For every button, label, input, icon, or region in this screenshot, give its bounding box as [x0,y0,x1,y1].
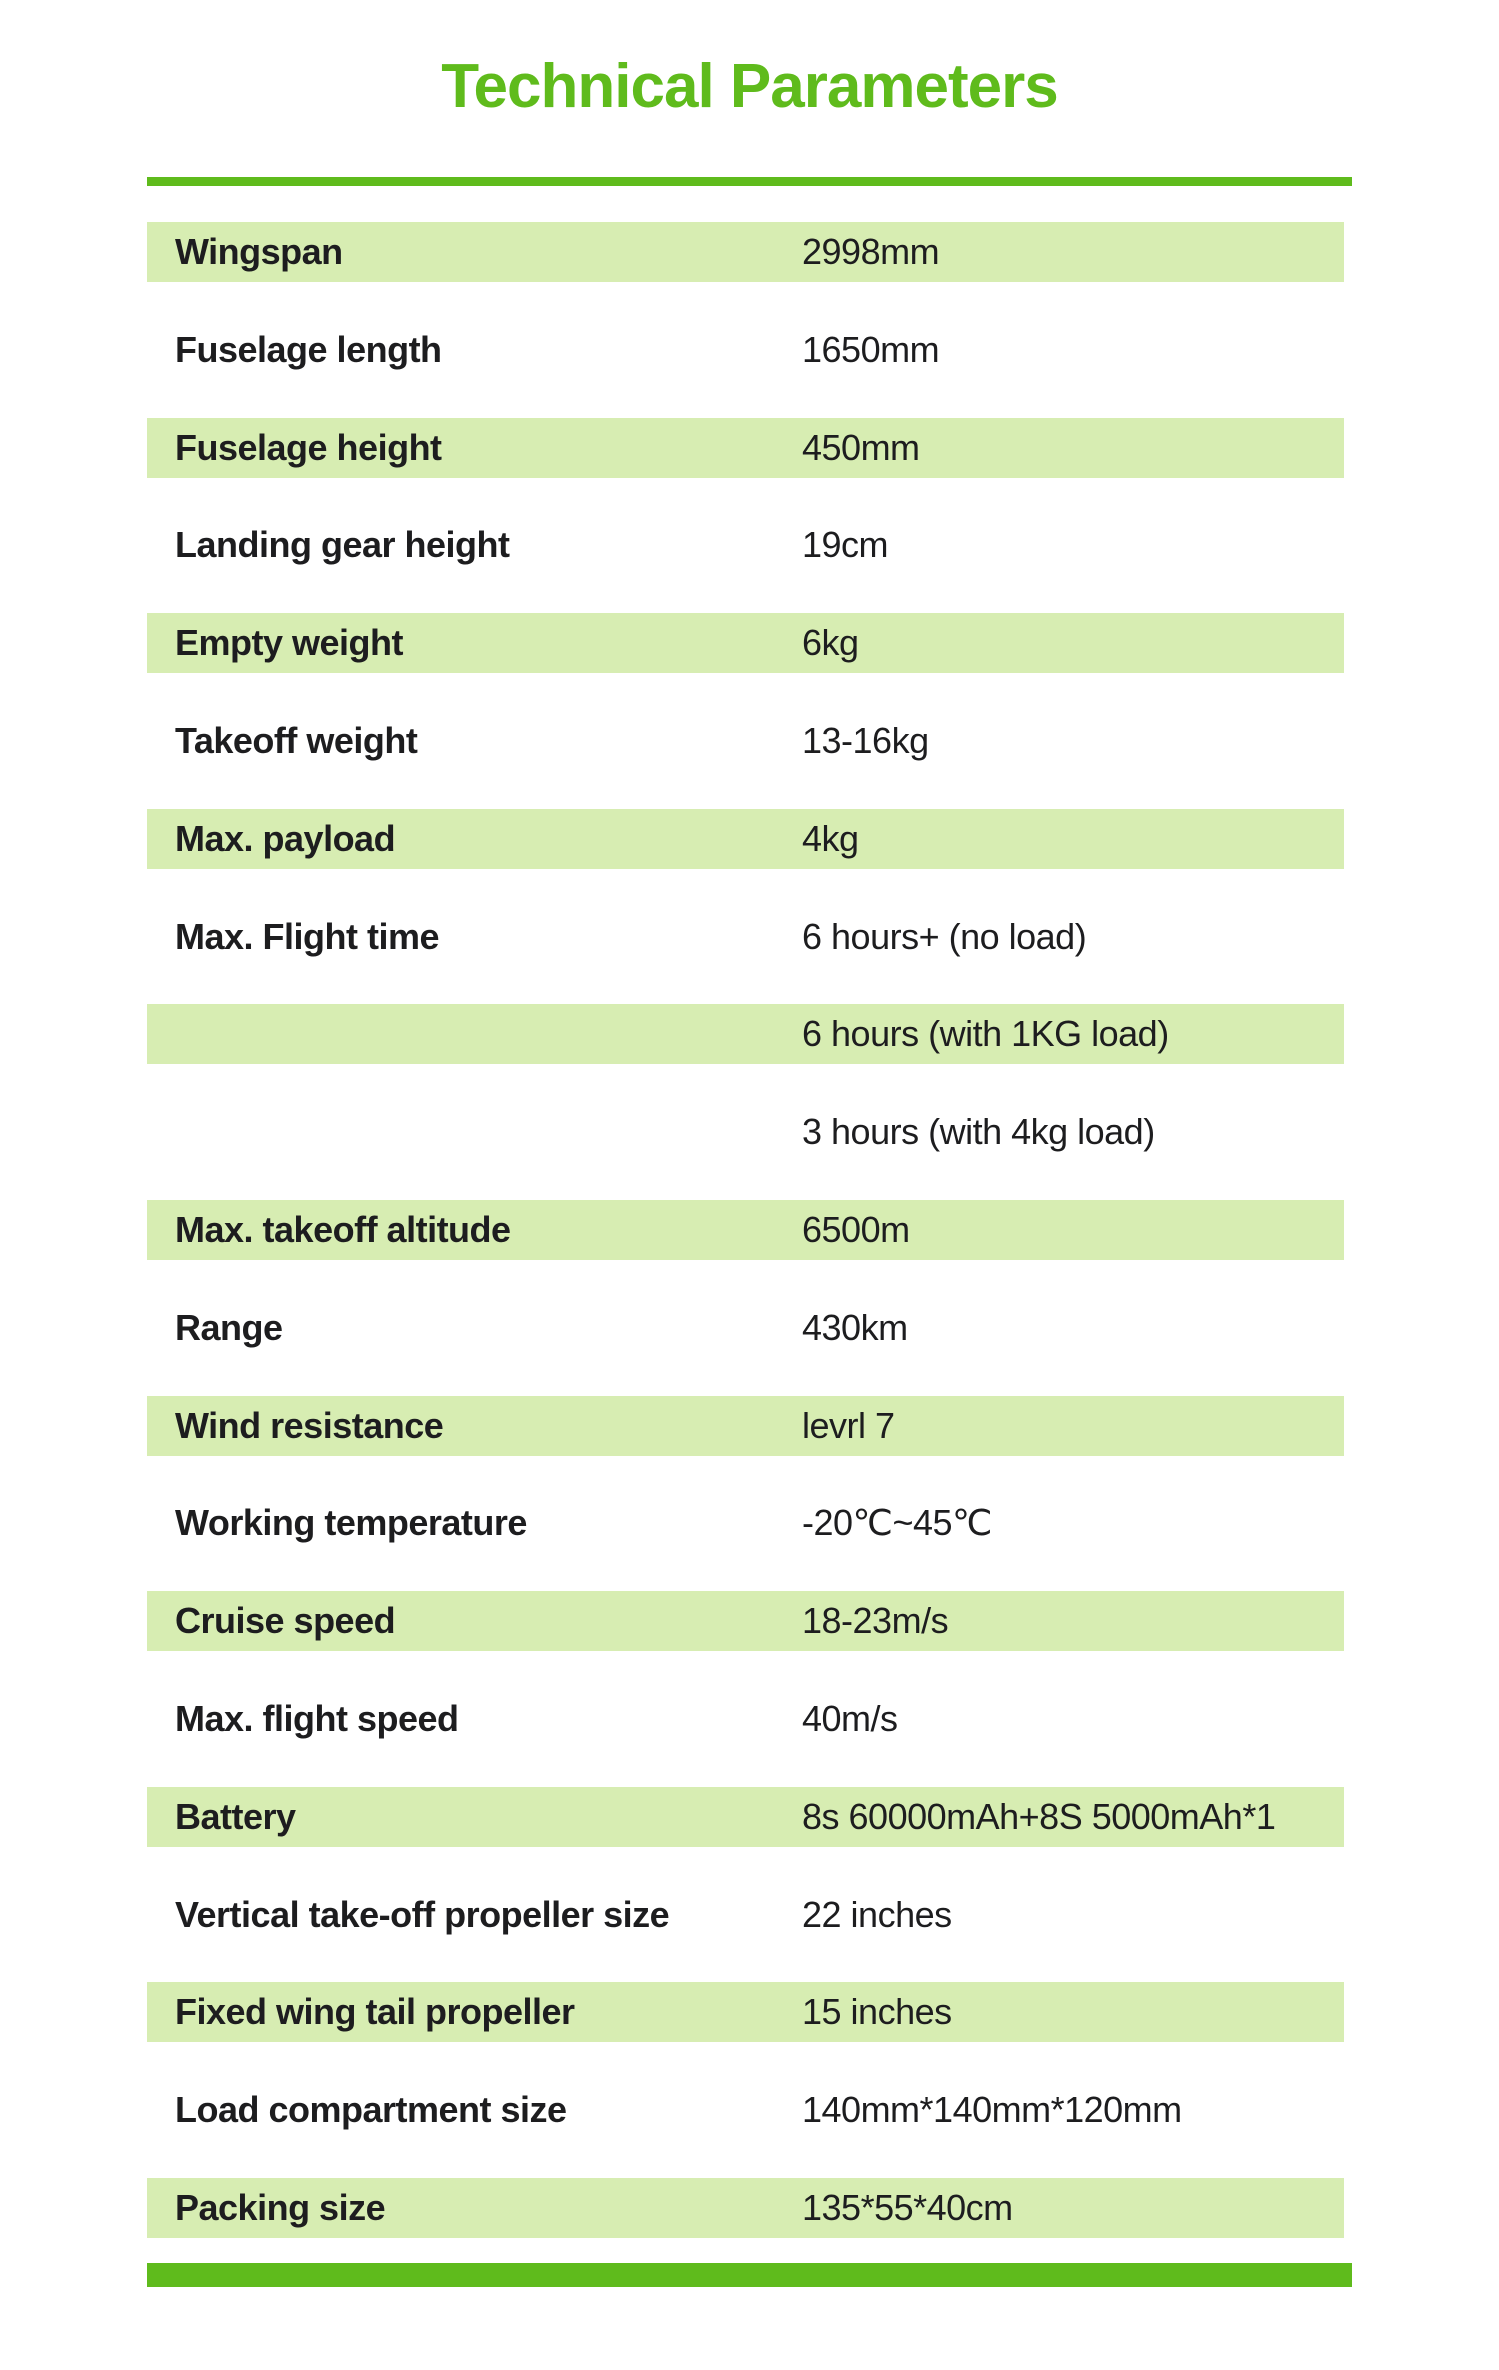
spec-label: Working temperature [175,1502,527,1544]
table-row [147,711,1344,771]
table-row [147,320,1344,380]
table-row [147,1298,1344,1358]
page-title: Technical Parameters [441,52,1058,121]
table-row [147,1885,1344,1945]
spec-label: Max. Flight time [175,915,440,957]
table-row [147,515,1344,575]
spec-value: 6500m [802,1208,910,1250]
spec-label: Wind resistance [175,1404,444,1446]
table-row [147,1493,1344,1553]
spec-value: 140mm*140mm*120mm [802,2089,1182,2131]
table-row [147,1591,1344,1651]
spec-value: 1650mm [802,328,940,370]
spec-label: Load compartment size [175,2089,567,2131]
table-row [147,2178,1344,2238]
spec-value: 4kg [802,817,859,859]
bottom-bar [147,2263,1352,2287]
spec-label: Max. flight speed [175,1697,459,1739]
spec-value: 15 inches [802,1991,952,2033]
table-row [147,613,1344,673]
spec-label: Empty weight [175,622,404,664]
spec-label: Fuselage height [175,426,442,468]
spec-value: 6kg [802,622,859,664]
spec-label: Vertical take-off propeller size [175,1893,670,1935]
table-row [147,1982,1344,2042]
spec-value: 22 inches [802,1893,952,1935]
table-row [147,2080,1344,2140]
table-row [147,1200,1344,1260]
table-row [147,222,1344,282]
spec-value: 18-23m/s [802,1600,949,1642]
spec-value: 3 hours (with 4kg load) [802,1111,1155,1153]
spec-label: Fixed wing tail propeller [175,1991,575,2033]
spec-value: 6 hours+ (no load) [802,915,1087,957]
spec-value: 450mm [802,426,920,468]
spec-label: Landing gear height [175,524,510,566]
spec-table [147,222,1344,2238]
spec-label: Max. takeoff altitude [175,1208,511,1250]
spec-value: levrl 7 [802,1404,895,1446]
table-row [147,1787,1344,1847]
table-row [147,1004,1344,1064]
spec-label: Takeoff weight [175,719,418,761]
table-row [147,809,1344,869]
spec-value: 2998mm [802,231,940,272]
spec-label: Max. payload [175,817,396,859]
spec-value: 135*55*40cm [802,2186,1013,2228]
table-row [147,418,1344,478]
spec-value: 8s 60000mAh+8S 5000mAh*1 [802,1795,1276,1837]
table-row [147,907,1344,967]
spec-value: 19cm [802,524,889,566]
spec-value: 6 hours (with 1KG load) [802,1013,1169,1055]
spec-label: Battery [175,1795,296,1837]
spec-value: 40m/s [802,1697,898,1739]
spec-value: 430km [802,1306,908,1348]
spec-label: Wingspan [175,231,343,272]
spec-value: -20℃~45℃ [802,1502,992,1544]
spec-label: Range [175,1306,283,1348]
spec-value: 13-16kg [802,719,929,761]
table-row [147,1102,1344,1162]
table-row [147,1689,1344,1749]
table-row [147,1396,1344,1456]
spec-label: Cruise speed [175,1600,396,1642]
title-underline-rule [147,177,1352,186]
spec-label: Fuselage length [175,328,442,370]
spec-label: Packing size [175,2186,386,2228]
